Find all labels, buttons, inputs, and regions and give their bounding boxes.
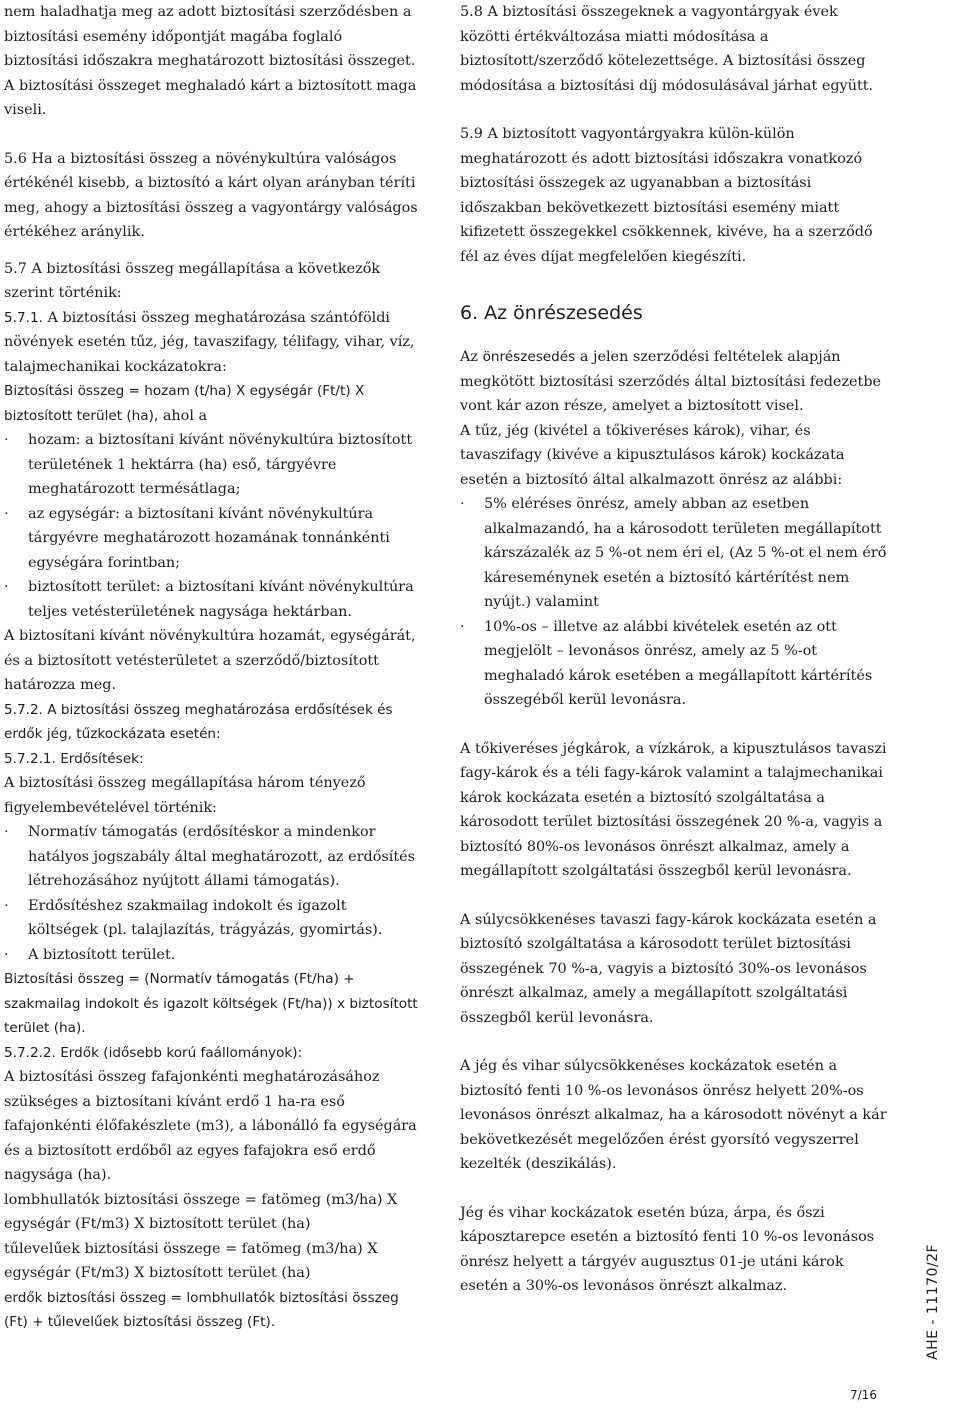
list-forestation-factors: [4, 820, 419, 967]
paragraph-tokiveres: A tőkiveréses jégkárok, a vízkárok, a kipusztulásos tavaszi fagy-károk és a téli fagy-károk valamint a talajmechanikai károk kockázata esetén a biztosító szolgáltatása a károsodott terület biztosítási összegének 20 %-a, vagyis a biztosító 80%-os levonásos önrészt alkalmaz, amely a megállapított szolgáltatási összegből kerül levonásra.: [460, 740, 887, 879]
text-post: a jelen szerződési feltételek alapján megkötött biztosítási szerződés által biztosítási fedezetbe vont kár azon része, amelyet a biztosított visel.: [460, 349, 882, 414]
document-id: AHE - 11170/2F: [925, 1243, 941, 1360]
paragraph-sulycsokkeneses: A súlycsökkenéses tavaszi fagy-károk kockázata esetén a biztosító szolgáltatása a károsodott terület biztosítási összegének 70 %-a, vagyis a biztosító 30%-os levonásos önrészt alkalmaz, amely a megállapított szolgáltatási összegből kerül levonásra.: [460, 911, 877, 1026]
formula-1: [4, 379, 419, 428]
list-item: · Erdősítéshez szakmailag indokolt és igazolt költségek (pl. talajlazítás, trágyázás, gyomirtás).: [4, 894, 419, 943]
paragraph-buza: Jég és vihar kockázatok esetén búza, árpa, és őszi káposztarepce esetén a biztosító fenti 10 %-os levonásos önrész helyett a tárgyév augusztus 01-je utáni károk esetén a 30%-os levonásos önrészt alkalmaz.: [460, 1204, 875, 1294]
heading-5-7-2: 5.7.2. A biztosítási összeg meghatározása erdősítések és erdők jég, tűzkockázata esetén:: [4, 701, 393, 742]
page-number: 7/16: [850, 1388, 877, 1402]
heading-5-7-2-1: 5.7.2.1. Erdősítések:: [4, 750, 144, 767]
paragraph-5-7-1: [4, 306, 419, 380]
paragraph-6-definition: [460, 345, 890, 419]
section-heading-6: 6. Az önrészesedés: [460, 302, 643, 324]
paragraph-5-8: 5.8 A biztosítási összegeknek a vagyontárgyak évek közötti értékváltozása miatti módosítása a biztosított/szerződő kötelezettsége. A biztosítási összeg módosítása a biztosítási díj módosulásával járhat együtt.: [460, 4, 874, 94]
heading-5-7-2-2: 5.7.2.2. Erdők (idősebb korú faállományok):: [4, 1044, 303, 1061]
paragraph-intro: nem haladhatja meg az adott biztosítási szerződésben a biztosítási esemény időpontját magába foglaló biztosítási időszakra meghatározott biztosítási összeget. A biztosítási összeget meghaladó kárt a biztosított maga viseli.: [4, 4, 417, 118]
keyword-onreszesedes: önrészesedés: [482, 349, 576, 365]
paragraph-jeg-vihar: A jég és vihar súlycsökkenéses kockázatok esetén a biztosító fenti 10 %-os levonásos önrész helyett 20%-os levonásos önrészt alkalmaz, ha a károsodott növényt a kár bekövetkezését megelőzően érést gyorsító vegyszerrel kezelték (deszikálás).: [460, 1058, 887, 1172]
formula-deciduous: lombhullatók biztosítási összege = fatömeg (m3/ha) X egységár (Ft/m3) X biztosított terület (ha): [4, 1191, 398, 1232]
paragraph-5-9: 5.9 A biztosított vagyontárgyakra külön-külön meghatározott és adott biztosítási időszakra vonatkozó biztosítási összegek az ugyanabban a biztosítási időszakban bekövetkezett biztosítási esemény miatt kifizetett összegekkel csökkennek, kivéve, ha a szerződő fél az éves díjat megfelelően kiegészíti.: [460, 126, 873, 265]
list-item: · hozam: a biztosítani kívánt növénykultúra biztosított területének 1 hektárra (ha) eső, tárgyévre meghatározott termésátlaga;: [4, 428, 419, 502]
left-column: [4, 0, 419, 1335]
formula-1-tail: ahol a: [158, 407, 208, 424]
list-item: · 10%-os – illetve az alábbi kivételek esetén az ott megjelölt – levonásos önrész, amely az 5 %-ot meghaladó károk esetében a megállapított kártérítés összegéből kerül levonásra.: [460, 615, 890, 713]
formula-3: erdők biztosítási összeg = lombhullatók biztosítási összeg (Ft) + tűlevelűek biztosítási összeg (Ft).: [4, 1289, 399, 1330]
paragraph-5-7: 5.7 A biztosítási összeg megállapítása a következők szerint történik:: [4, 260, 381, 301]
list-item: · biztosított terület: a biztosítani kívánt növénykultúra teljes vetésterületének nagysága hektárban.: [4, 575, 419, 624]
heading-5-7-1: 5.7.1.: [4, 309, 43, 326]
list-deductibles: [460, 492, 890, 713]
text-5-7-1: A biztosítási összeg meghatározása szántóföldi növények esetén tűz, jég, tavaszifagy, télifagy, vihar, víz, talajmechanikai kockázatokra:: [4, 309, 415, 375]
paragraph-5-6: 5.6 Ha a biztosítási összeg a növénykultúra valóságos értékénél kisebb, a biztosító a kárt olyan arányban téríti meg, ahogy a biztosítási összeg a vagyontárgy valóságos értékéhez aránylik.: [4, 150, 418, 240]
paragraph-5-7-2-2: A biztosítási összeg fafajonkénti meghatározásához szükséges a biztosítani kívánt erdő 1 ha-ra eső fafajonkénti élőfakészlete (m3), a lábonálló fa egységára és a biztosított erdőből az egyes fafajokra eső erdő nagysága (ha).: [4, 1069, 417, 1183]
formula-1-main: Biztosítási összeg = hozam (t/ha) X egységár (Ft/t) X biztosított terület (ha),: [4, 383, 365, 424]
list-crop-definitions: [4, 428, 419, 624]
right-column: [460, 0, 890, 1299]
paragraph-6-b: A tűz, jég (kivétel a tőkiveréses károk), vihar, és tavaszifagy (kivéve a kipusztulásos károk) kockázata esetén a biztosító által alkalmazott önrész az alábbi:: [460, 422, 845, 488]
list-item: · A biztosított terület.: [4, 943, 419, 968]
formula-2: Biztosítási összeg = (Normatív támogatás (Ft/ha) + szakmailag indokolt és igazolt költségek (Ft/ha)) x biztosított terület (ha).: [4, 971, 418, 1036]
formula-conifers: tűlevelűek biztosítási összege = fatömeg (m3/ha) X egységár (Ft/m3) X biztosított terület (ha): [4, 1240, 378, 1281]
list-item: · az egységár: a biztosítani kívánt növénykultúra tárgyévre meghatározott hozamának tonnánkénti egységára forintban;: [4, 502, 419, 576]
paragraph-5-7-2-1: A biztosítási összeg megállapítása három tényező figyelembevételével történik:: [4, 775, 366, 816]
list-item: · 5% eléréses önrész, amely abban az esetben alkalmazandó, ha a károsodott területen megállapított kárszázalék az 5 %-ot nem éri el, (Az 5 %-ot el nem érő káreseménynek esetén a biztosító kártérítést nem nyújt.) valamint: [460, 492, 890, 615]
list-item: · Normatív támogatás (erdősítéskor a mindenkor hatályos jogszabály által meghatározott, az erdősítés létrehozásához nyújtott állami támogatás).: [4, 820, 419, 894]
text-pre: Az: [460, 349, 483, 365]
paragraph-after-list: A biztosítani kívánt növénykultúra hozamát, egységárát, és a biztosított vetésterületet a szerződő/biztosított határozza meg.: [4, 628, 416, 693]
